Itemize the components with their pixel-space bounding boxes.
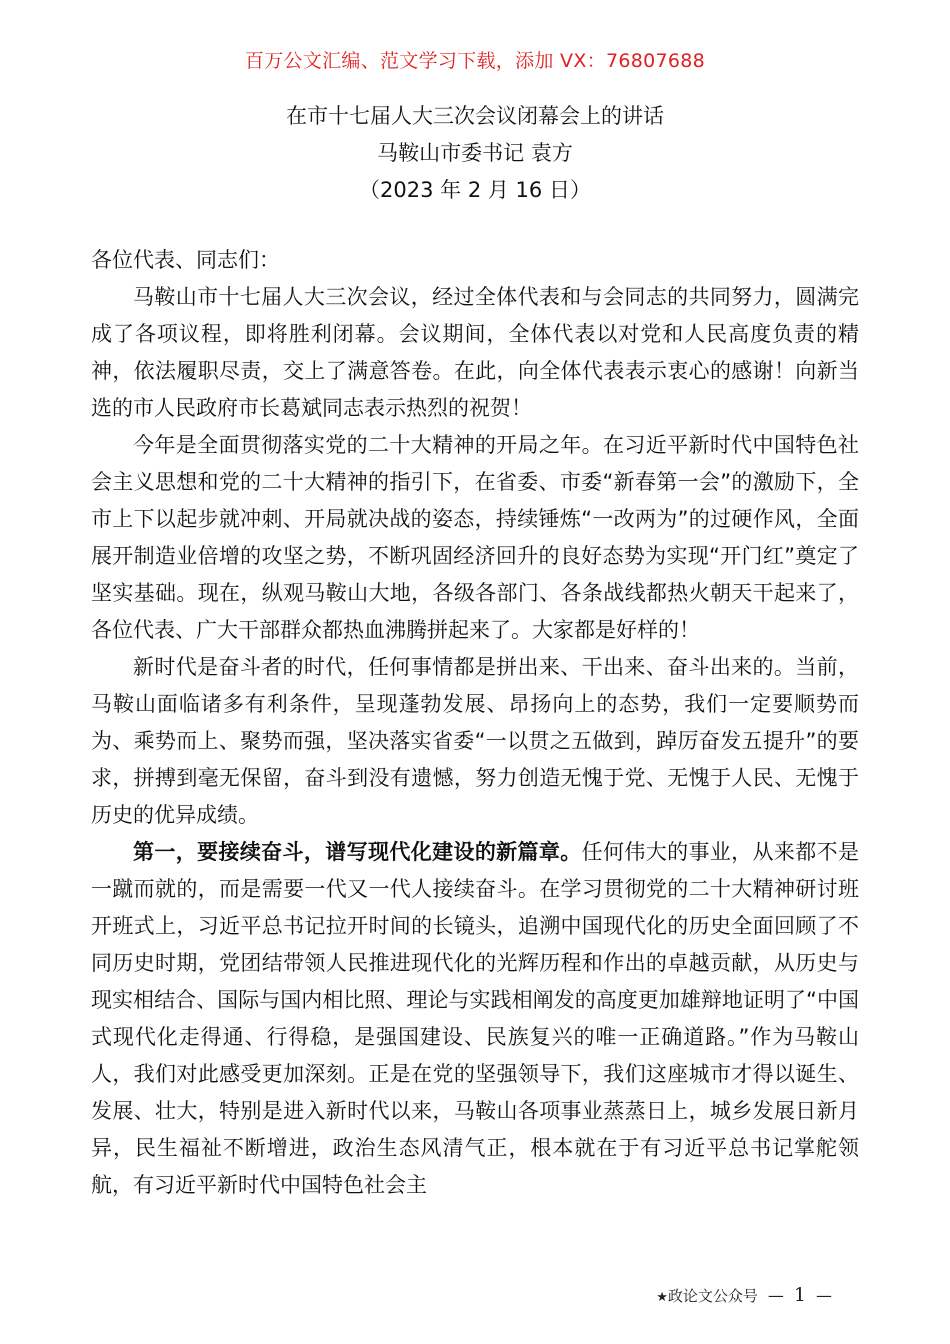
paragraph-2: 今年是全面贯彻落实党的二十大精神的开局之年。在习近平新时代中国特色社会主义思想和党的二十大精神的指引下，在省委、市委“新春第一会”的激励下，全市上下以起步就冲刺、开局就决战的姿态，持续锤炼“一改两为”的过硬作风，全面展开制造业倍增的攻坚之势，不断巩固经济回升的良好态势为实现“开门红”奠定了坚实基础。现在，纵观马鞍山大地，各级各部门、各条战线都热火朝天干起来了，各位代表、广大干部群众都热血沸腾拼起来了。大家都是好样的！ (91, 433, 859, 642)
speaker-line: 马鞍山市委书记 袁方 (377, 141, 573, 165)
star-icon: ★ (656, 1289, 668, 1305)
footer-source: 政论文公众号 (667, 1286, 758, 1305)
page-footer (656, 1284, 832, 1306)
page-number: 1 (793, 1284, 806, 1306)
dash-right: — (816, 1285, 832, 1305)
date-line: （2023 年 2 月 16 日） (359, 178, 591, 202)
paragraph-4-text: 任何伟大的事业，从来都不是一蹴而就的，而是需要一代又一代人接续奋斗。在学习贯彻党的二十大精神研讨班开班式上，习近平总书记拉开时间的长镜头，追溯中国现代化的历史全面回顾了不同历史时期，党团结带领人民推进现代化的光辉历程和作出的卓越贡献，从历史与现实相结合、国际与国内相比照、理论与实践相阐发的高度更加雄辩地证明了“中国式现代化走得通、行得稳，是强国建设、民族复兴的唯一正确道路。”作为马鞍山人，我们对此感受更加深刻。正是在党的坚强领导下，我们这座城市才得以诞生、发展、壮大，特别是进入新时代以来，马鞍山各项事业蒸蒸日上，城乡发展日新月异，民生福祉不断增进，政治生态风清气正，根本就在于有习近平总书记掌舵领航，有习近平新时代中国特色社会主 (91, 840, 860, 1197)
speech-body (91, 242, 859, 1204)
title-block (0, 98, 950, 209)
header-watermark-note: 百万公文汇编、范文学习下载，添加 VX：76807688 (244, 50, 706, 72)
paragraph-3: 新时代是奋斗者的时代，任何事情都是拼出来、干出来、奋斗出来的。当前，马鞍山面临诸多有利条件，呈现蓬勃发展、昂扬向上的态势，我们一定要顺势而为、乘势而上、聚势而强，坚决落实省委“一以贯之五做到，踔厉奋发五提升”的要求，拼搏到毫无保留，奋斗到没有遗憾，努力创造无愧于党、无愧于人民、无愧于历史的优异成绩。 (91, 655, 859, 827)
paragraph-4 (91, 834, 859, 1204)
dash-left: — (767, 1285, 784, 1305)
speech-title: 在市十七届人大三次会议闭幕会上的讲话 (286, 104, 664, 128)
paragraph-1: 马鞍山市十七届人大三次会议，经过全体代表和与会同志的共同努力，圆满完成了各项议程，即将胜利闭幕。会议期间，全体代表以对党和人民高度负责的精神，依法履职尽责，交上了满意答卷。在此，向全体代表表示衷心的感谢！向新当选的市人民政府市长葛斌同志表示热烈的祝贺！ (91, 285, 859, 420)
salutation: 各位代表、同志们： (91, 248, 280, 272)
section-heading-first: 第一，要接续奋斗，谱写现代化建设的新篇章。 (133, 840, 582, 864)
